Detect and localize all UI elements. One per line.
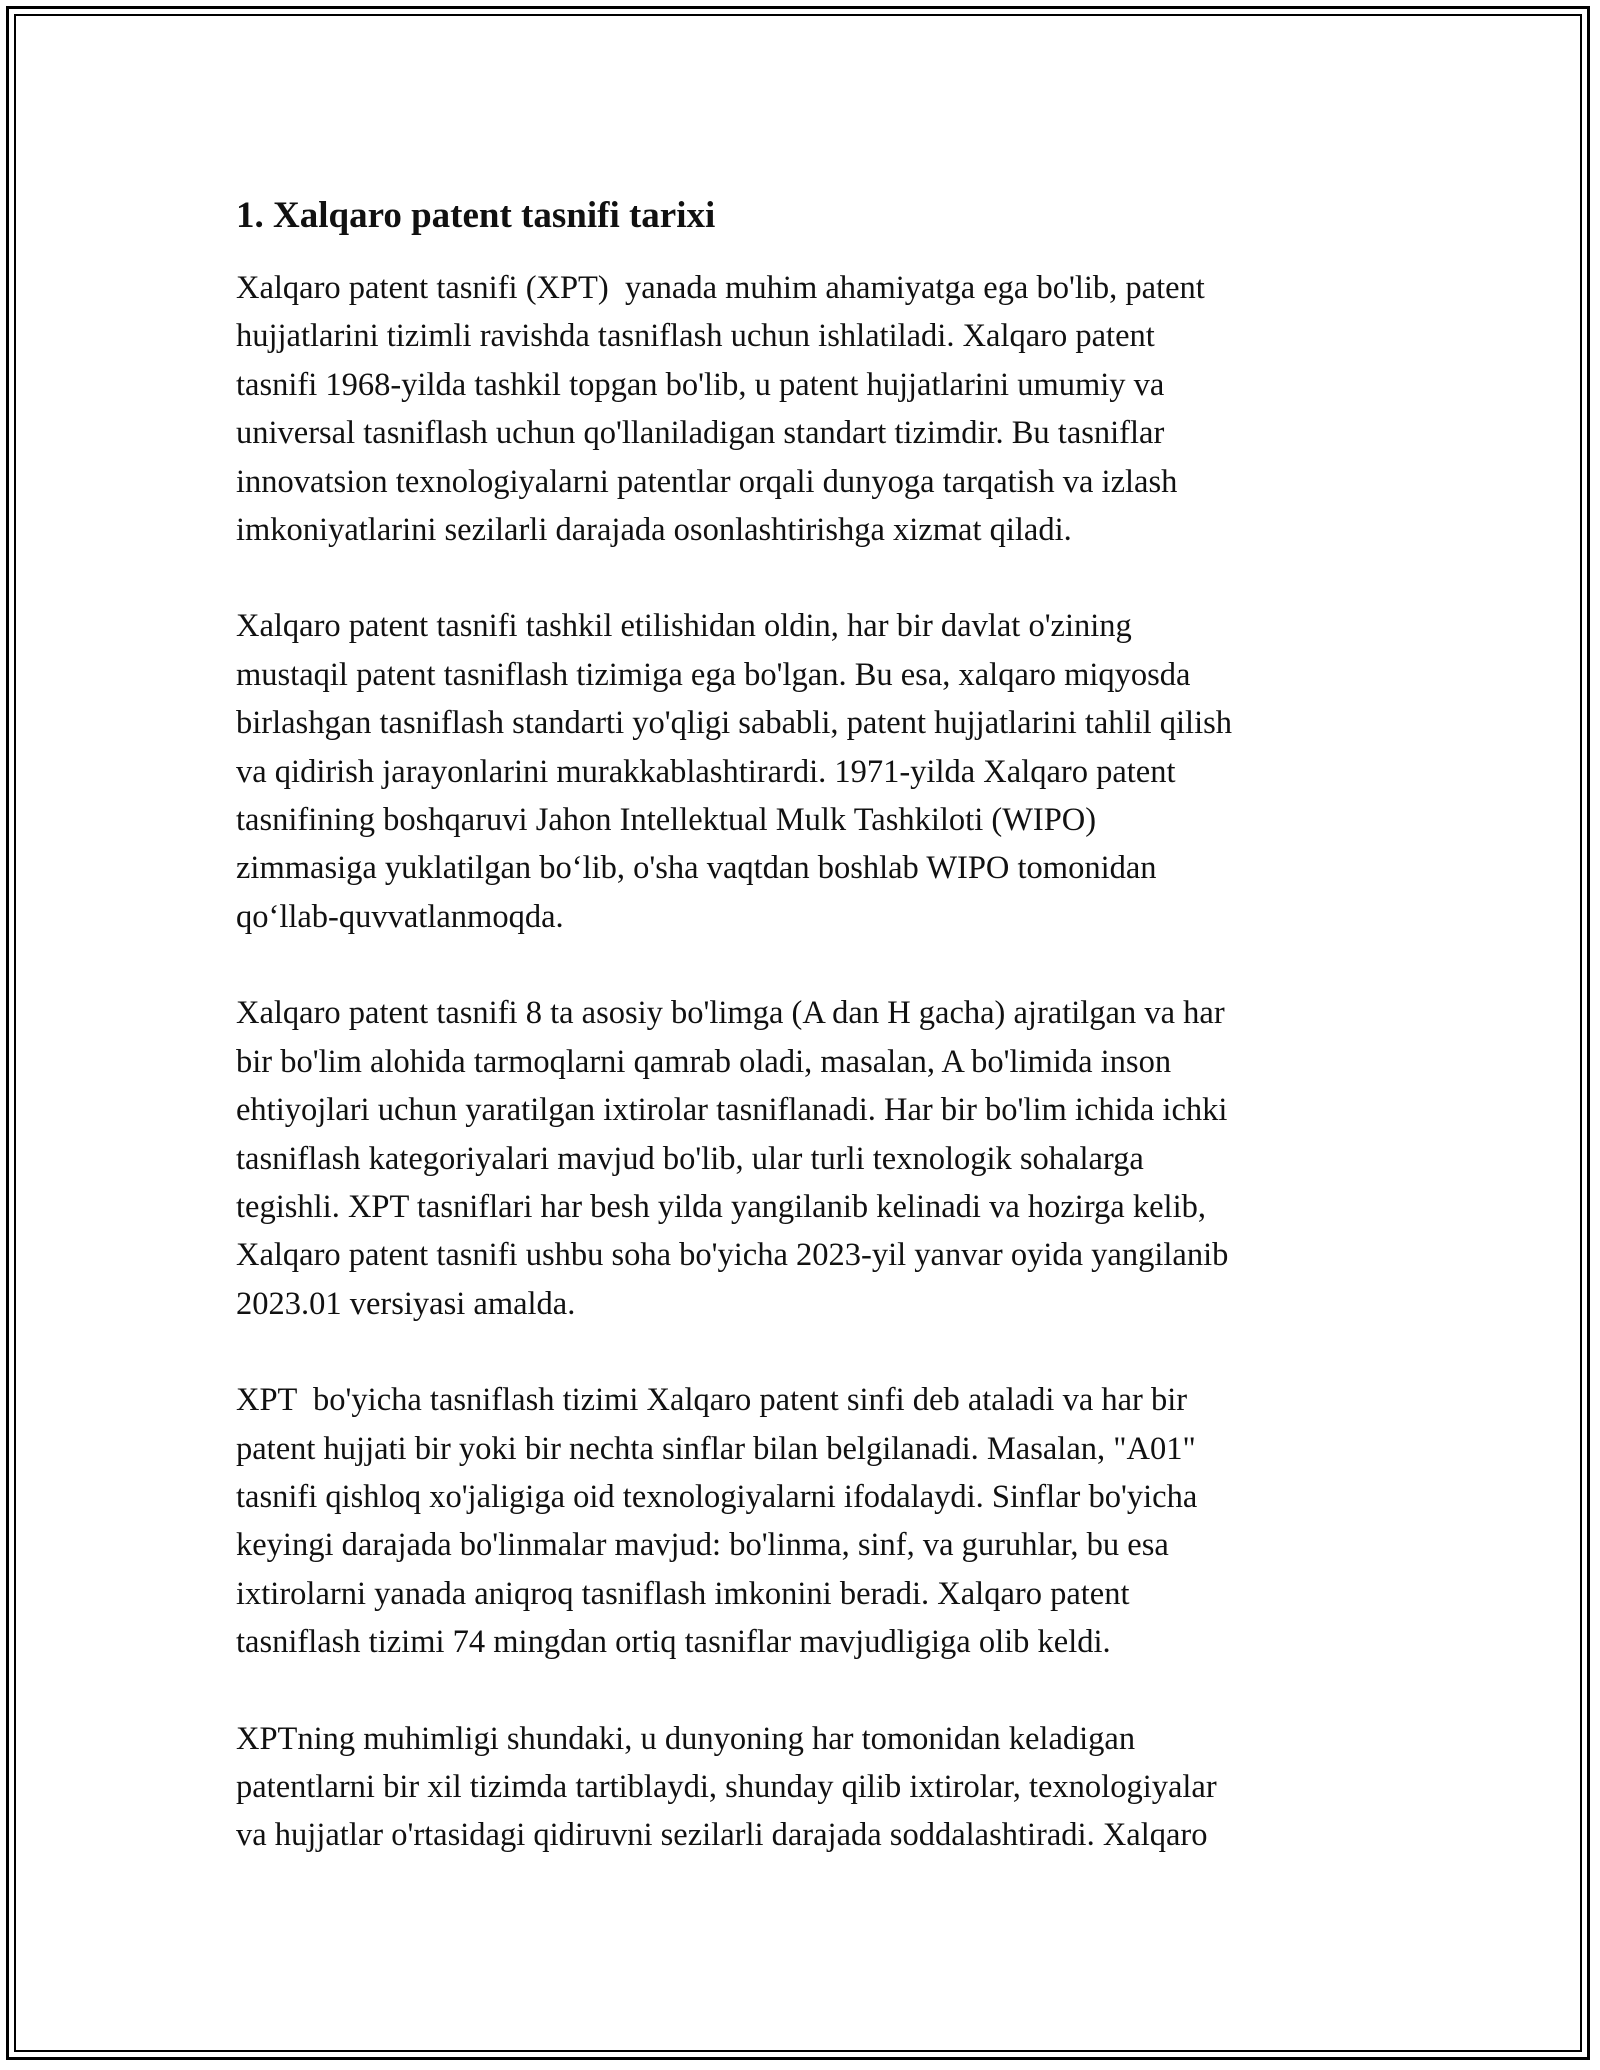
paragraph-2: Xalqaro patent tasnifi tashkil etilishidan oldin, har bir davlat o'zining mustaqil patent tasniflash tizimiga ega bo'lgan. Bu esa, xalqaro miqyosda birlashgan tasniflash standarti yo'qligi sababli, patent hujjatlarini tahlil qilish va qidirish jarayonlarini murakkablashtirardi. 1971-yilda Xalqaro patent tasnifining boshqaruvi Jahon Intellektual Mulk Tashkiloti (WIPO) zimmasiga yuklatilgan bo‘lib, o'sha vaqtdan boshlab WIPO tomonidan qo‘llab-quvvatlanmoqda. xyxy=(236,608,1233,935)
section-heading: 1. Xalqaro patent tasnifi tarixi xyxy=(236,195,716,236)
paragraph-4: XPT bo'yicha tasniflash tizimi Xalqaro patent sinfi deb ataladi va har bir patent hujjati bir yoki bir nechta sinflar bilan belgilanadi. Masalan, "A01" tasnifi qishloq xo'jaligiga oid texnologiyalarni ifodalaydi. Sinflar bo'yicha keyingi darajada bo'linmalar mavjud: bo'linma, sinf, va guruhlar, bu esa ixtirolarni yanada aniqroq tasniflash imkonini beradi. Xalqaro patent tasniflash tizimi 74 mingdan ortiq tasniflar mavjudligiga olib keldi. xyxy=(236,1382,1198,1661)
paragraph-3: Xalqaro patent tasnifi 8 ta asosiy bo'limga (A dan H gacha) ajratilgan va har bir bo'lim alohida tarmoqlarni qamrab oladi, masalan, A bo'limida inson ehtiyojlari uchun yaratilgan ixtirolar tasniflanadi. Har bir bo'lim ichida ichki tasniflash kategoriyalari mavjud bo'lib, ular turli texnologik sohalarga tegishli. XPT tasniflari har besh yilda yangilanib kelinadi va hozirga kelib, Xalqaro patent tasnifi ushbu soha bo'yicha 2023-yil yanvar oyida yangilanib 2023.01 versiyasi amalda. xyxy=(236,995,1229,1322)
paragraph-5: XPTning muhimligi shundaki, u dunyoning har tomonidan keladigan patentlarni bir xil tizimda tartiblaydi, shunday qilib ixtirolar, texnologiyalar va hujjatlar o'rtasidagi qidiruvni sezilarli darajada soddalashtiradi. Xalqaro xyxy=(236,1720,1217,1854)
document-body xyxy=(236,188,1376,1908)
paragraph-1: Xalqaro patent tasnifi (XPT) yanada muhim ahamiyatga ega bo'lib, patent hujjatlarini tizimli ravishda tasniflash uchun ishlatiladi. Xalqaro patent tasnifi 1968-yilda tashkil topgan bo'lib, u patent hujjatlarini umumiy va universal tasniflash uchun qo'llaniladigan standart tizimdir. Bu tasniflar innovatsion texnologiyalarni patentlar orqali dunyoga tarqatish va izlash imkoniyatlarini sezilarli darajada osonlashtirishga xizmat qiladi. xyxy=(236,270,1205,549)
